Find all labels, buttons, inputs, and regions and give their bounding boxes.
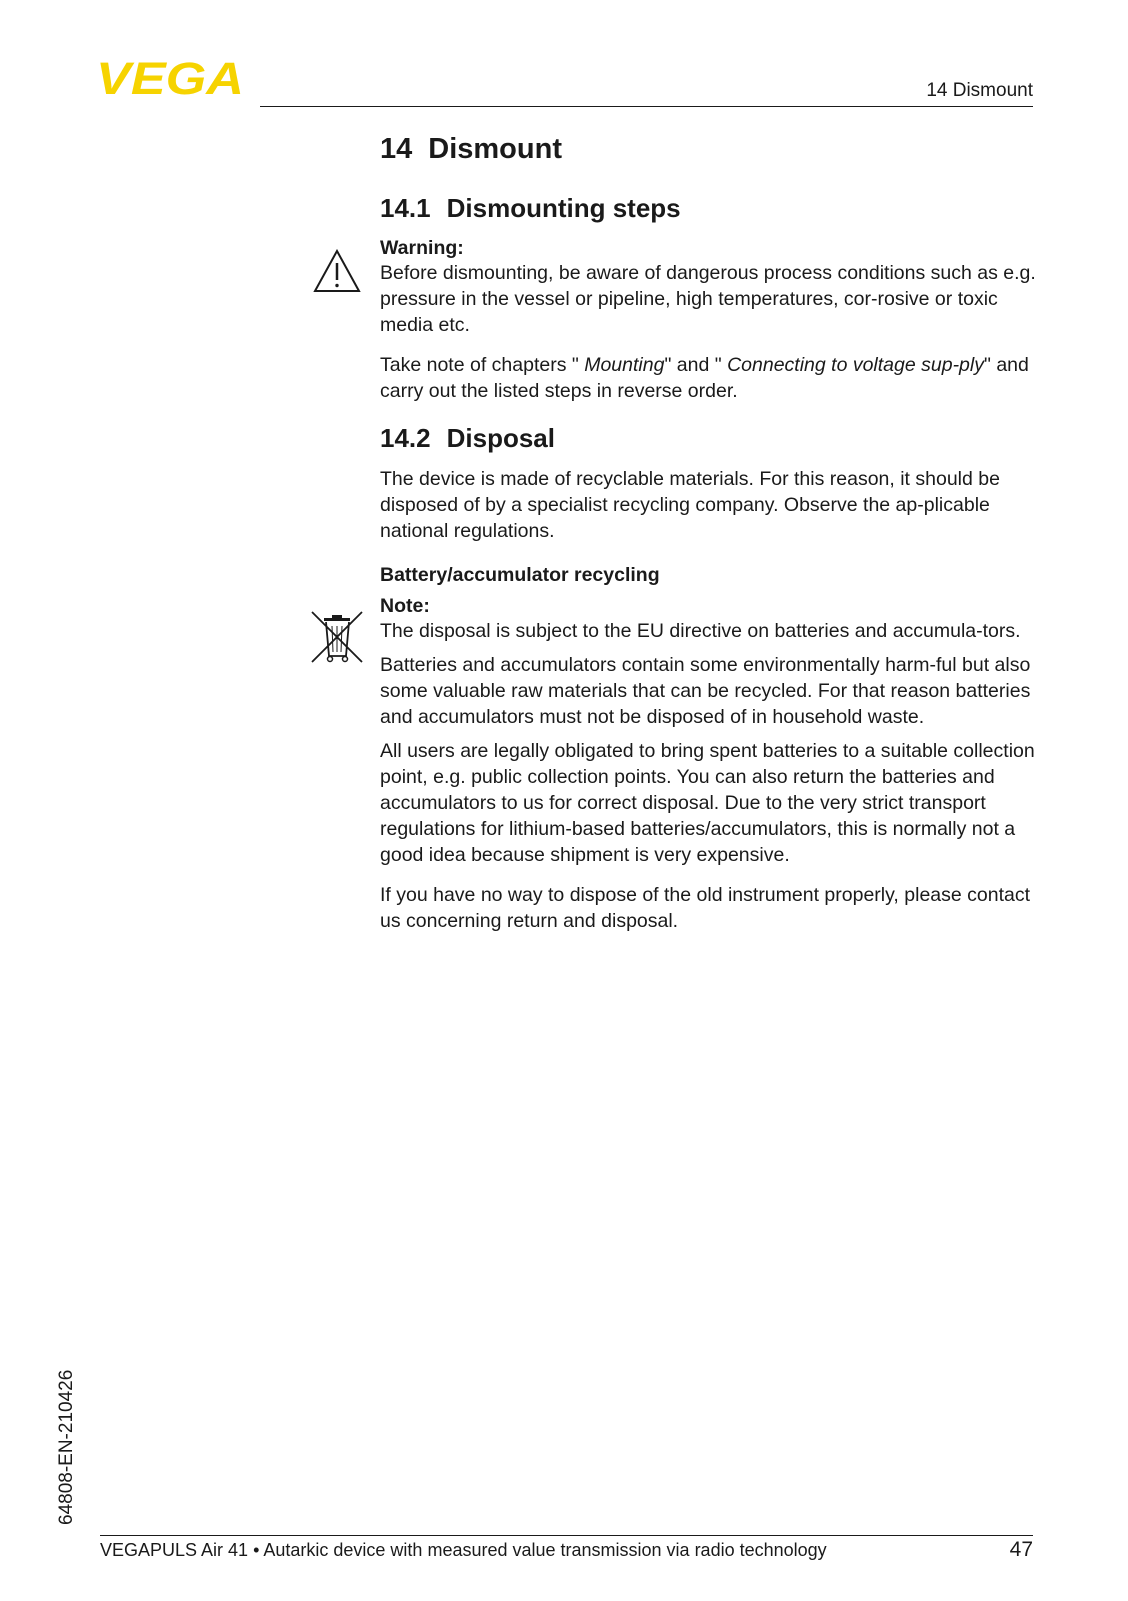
chapter-number: 14 [380,133,413,165]
section-14-1-title [380,192,1040,224]
logo-text: VEGA [96,58,244,98]
warning-text: Before dismounting, be aware of dangerous process conditions such as e.g. pressure in the vessel or pipeline, high temperatures, cor-rosive or toxic media etc. [380,262,1036,336]
page-number: 47 [1009,1538,1033,1561]
header-divider [260,106,1033,107]
battery-paragraph-3: If you have no way to dispose of the old instrument properly, please contact us concerning return and disposal. [380,884,1031,932]
note-pre: Take note of chapters " [380,354,585,376]
battery-paragraph-1: Batteries and accumulators contain some environmentally harm-ful but also some valuable raw materials that can be recycled. For that reason batteries and accumulators must not be disposed of in household waste. [380,654,1031,728]
footer-divider [100,1535,1033,1536]
document-number: 64808-EN-210426 [56,1369,77,1525]
section-14-1-title-text: Dismounting steps [446,193,681,223]
header-section-label: 14 Dismount [926,80,1033,101]
section-14-1-number: 14.1 [380,193,431,223]
chapter-title-text: Dismount [428,133,562,165]
battery-paragraph-2: All users are legally obligated to bring spent batteries to a suitable collection point, e.g. public collection points. You can also return the batteries and accumulators to us for correct disposal. Due to the very strict transport regulations for lithium-based batteries/accumulators, this is normally not a good idea because shipment is very expensive. [380,740,1035,866]
battery-recycling-heading: Battery/accumulator recycling [380,564,660,586]
main-content [380,132,1040,934]
note-label: Note: [380,595,430,617]
footer-product-line: VEGAPULS Air 41 • Autarkic device with measured value transmission via radio technology [100,1540,827,1560]
disposal-intro: The device is made of recyclable materials. For this reason, it should be disposed of by a specialist recycling company. Observe the ap-plicable national regulations. [380,468,1000,542]
eu-directive-note: The disposal is subject to the EU directive on batteries and accumula-tors. [380,620,1021,642]
warning-triangle-icon [313,249,361,293]
note-post: " and carry out the listed steps in reverse order. [380,354,1029,402]
section-14-2-title-text: Disposal [446,423,555,453]
chapter-title [380,132,1040,166]
section-14-2-number: 14.2 [380,423,431,453]
note-mid: " and " [664,354,728,376]
warning-label: Warning: [380,237,464,259]
vega-logo [96,58,246,98]
crossed-out-bin-icon [310,610,364,666]
mounting-chapter-reference: Mounting [584,354,665,376]
reverse-order-note [380,352,1040,404]
voltage-chapter-reference: Connecting to voltage sup-ply [727,354,984,376]
section-14-2-title [380,422,1040,454]
